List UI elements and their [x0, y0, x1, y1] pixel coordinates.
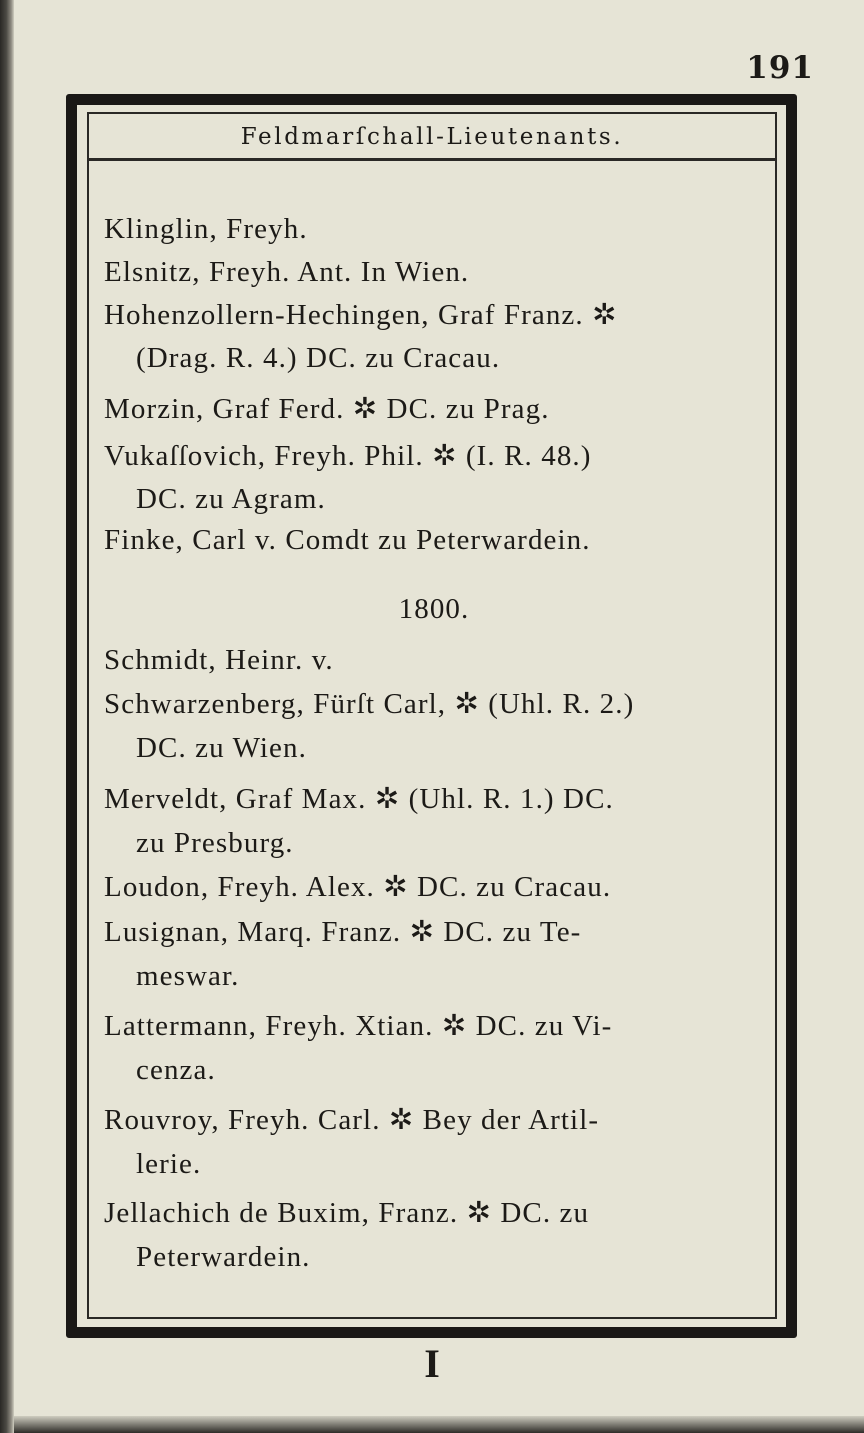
list-entry-continuation: meswar. [136, 960, 240, 992]
section-title: Feldmarſchall-Lieutenants. [240, 123, 624, 150]
list-entry-continuation: Peterwardein. [136, 1241, 311, 1273]
page-number: 191 [746, 50, 814, 86]
list-entry-continuation: DC. zu Wien. [136, 732, 307, 764]
list-entry: Klinglin, Freyh. [104, 213, 308, 245]
signature-mark: I [424, 1341, 440, 1386]
list-entry: Loudon, Freyh. Alex. ✲ DC. zu Cracau. [104, 871, 612, 903]
list-entry-continuation: cenza. [136, 1054, 216, 1086]
list-entry-continuation: (Drag. R. 4.) DC. zu Cracau. [136, 342, 501, 374]
list-entry: Morzin, Graf Ferd. ✲ DC. zu Prag. [104, 393, 550, 425]
list-entry-continuation: DC. zu Agram. [136, 483, 326, 515]
list-entry-continuation: zu Presburg. [136, 827, 294, 859]
list-entry: Rouvroy, Freyh. Carl. ✲ Bey der Artil- [104, 1104, 600, 1136]
list-entry: Finke, Carl v. Comdt zu Peterwardein. [104, 524, 591, 556]
list-entry: Vukaſſovich, Freyh. Phil. ✲ (I. R. 48.) [104, 440, 592, 472]
book-gutter [0, 0, 14, 1433]
list-entry: Schwarzenberg, Fürſt Carl, ✲ (Uhl. R. 2.) [104, 688, 635, 720]
page-bottom-edge [14, 1416, 864, 1433]
section-header [89, 115, 775, 161]
list-entry: Jellachich de Buxim, Franz. ✲ DC. zu [104, 1197, 590, 1229]
list-entry: Elsnitz, Freyh. Ant. In Wien. [104, 256, 470, 288]
list-entry: Schmidt, Heinr. v. [104, 644, 334, 676]
list-entry: Lattermann, Freyh. Xtian. ✲ DC. zu Vi- [104, 1010, 613, 1042]
list-entry: Hohenzollern-Hechingen, Graf Franz. ✲ [104, 299, 618, 331]
list-entry-continuation: lerie. [136, 1148, 202, 1180]
list-entry: Merveldt, Graf Max. ✲ (Uhl. R. 1.) DC. [104, 783, 614, 815]
year-heading: 1800. [398, 593, 470, 625]
list-entry: Lusignan, Marq. Franz. ✲ DC. zu Te- [104, 916, 582, 948]
